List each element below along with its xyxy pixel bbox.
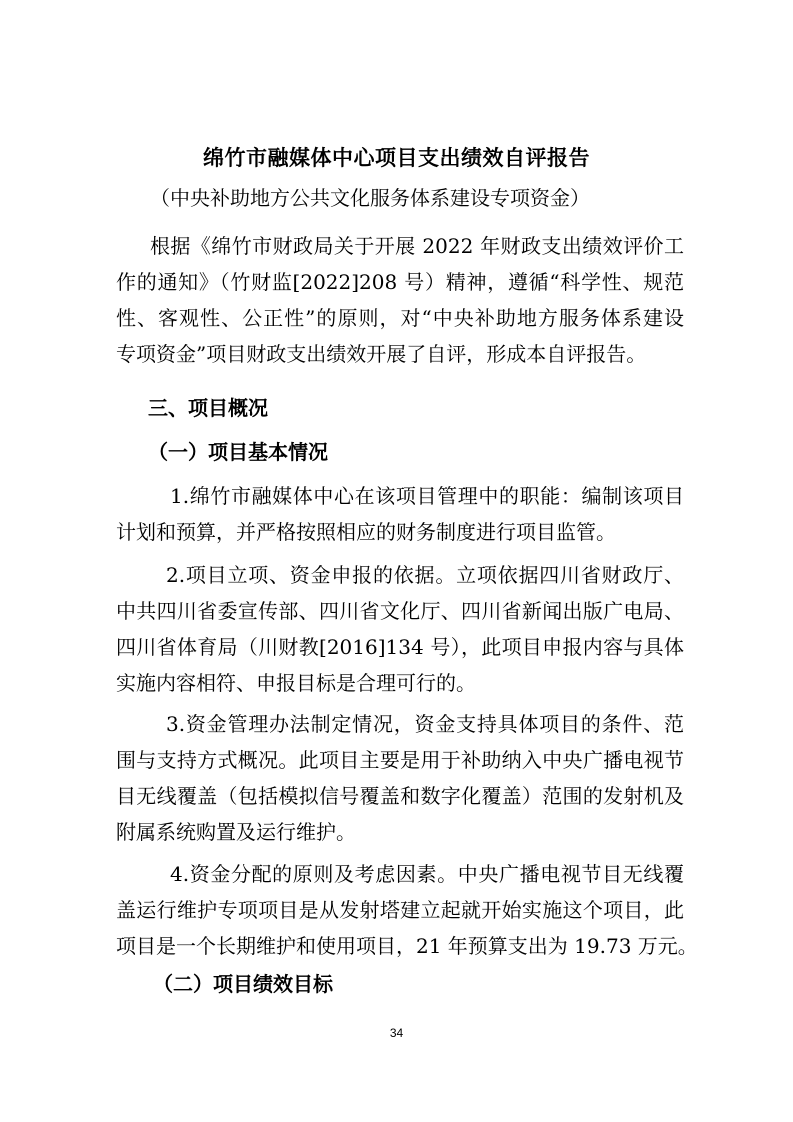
report-title: 绵竹市融媒体中心项目支出绩效自评报告 xyxy=(203,146,590,170)
paragraph-line: 2.项目立项、资金申报的依据。立项依据四川省财政厅、 xyxy=(166,563,684,587)
intro-line: 性、客观性、公正性”的原则，对“中央补助地方服务体系建设 xyxy=(116,306,684,330)
paragraph-line: 中共四川省委宣传部、四川省文化厅、四川省新闻出版广电局、 xyxy=(116,599,684,623)
paragraph-line: 附属系统购置及运行维护。 xyxy=(116,820,356,844)
intro-line: 作的通知》（竹财监[2022]208 号）精神，遵循“科学性、规范 xyxy=(116,270,684,294)
paragraph-line: 目无线覆盖（包括模拟信号覆盖和数字化覆盖）范围的发射机及 xyxy=(116,784,684,808)
intro-line: 根据《绵竹市财政局关于开展 2022 年财政支出绩效评价工 xyxy=(150,234,684,258)
paragraph-line: 实施内容相符、申报目标是合理可行的。 xyxy=(116,671,476,695)
paragraph-line: 四川省体育局（川财教[2016]134 号），此项目申报内容与具体 xyxy=(116,635,684,659)
report-subtitle: （中央补助地方公共文化服务体系建设专项资金） xyxy=(150,186,590,210)
page-number: 34 xyxy=(389,1026,404,1040)
section-heading: 三、项目概况 xyxy=(148,396,268,420)
subsection-heading: （二）项目绩效目标 xyxy=(153,972,333,996)
paragraph-line: 计划和预算，并严格按照相应的财务制度进行项目监管。 xyxy=(116,520,616,544)
paragraph-line: 盖运行维护专项项目是从发射塔建立起就开始实施这个项目，此 xyxy=(116,898,684,922)
paragraph-line: 3.资金管理办法制定情况，资金支持具体项目的条件、范 xyxy=(166,712,684,736)
subsection-heading: （一）项目基本情况 xyxy=(148,440,328,464)
paragraph-line: 围与支持方式概况。此项目主要是用于补助纳入中央广播电视节 xyxy=(116,748,684,772)
paragraph-line: 1.绵竹市融媒体中心在该项目管理中的职能：编制该项目 xyxy=(170,484,684,508)
paragraph-line: 项目是一个长期维护和使用项目，21 年预算支出为 19.73 万元。 xyxy=(116,934,698,958)
intro-line: 专项资金”项目财政支出绩效开展了自评，形成本自评报告。 xyxy=(116,342,647,366)
paragraph-line: 4.资金分配的原则及考虑因素。中央广播电视节目无线覆 xyxy=(170,862,684,886)
